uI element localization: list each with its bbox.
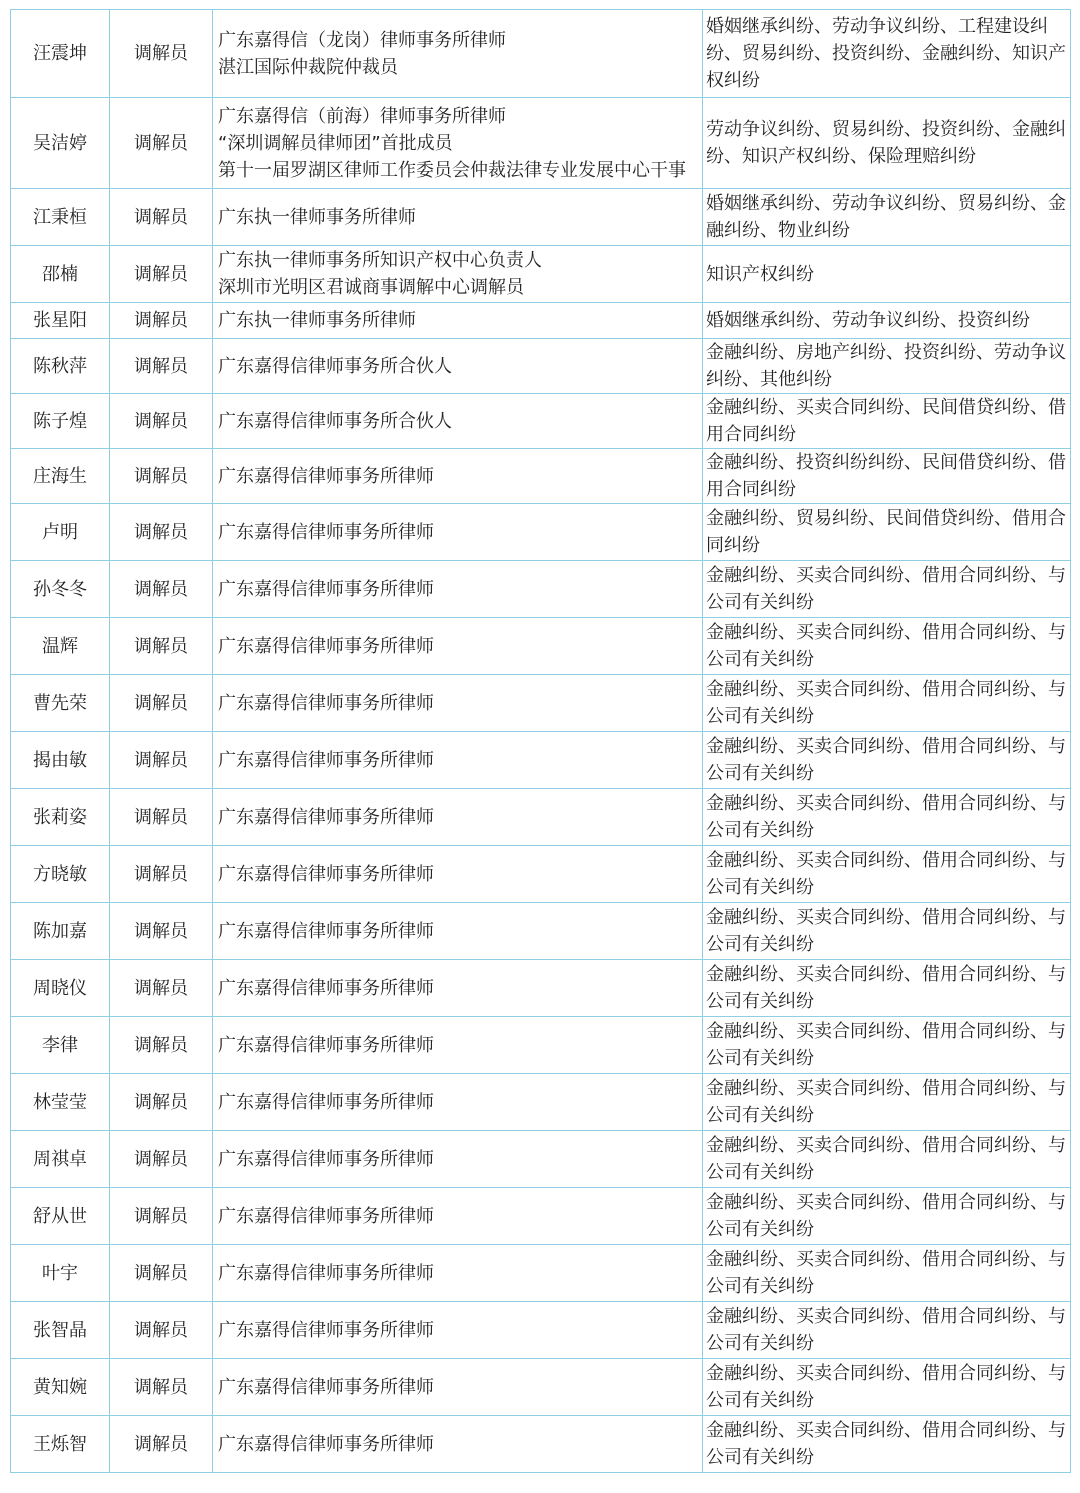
organization-line: 广东嘉得信律师事务所律师 bbox=[218, 806, 434, 828]
table-row bbox=[11, 618, 1071, 675]
mediator-organization-cell bbox=[213, 789, 703, 846]
mediator-organization-cell bbox=[213, 98, 703, 189]
mediator-specialty-cell: 金融纠纷、买卖合同纠纷、借用合同纠纷、与公司有关纠纷 bbox=[703, 960, 1071, 1017]
table-row bbox=[11, 1074, 1071, 1131]
mediator-specialty-cell: 金融纠纷、买卖合同纠纷、借用合同纠纷、与公司有关纠纷 bbox=[703, 1074, 1071, 1131]
mediator-specialty-cell: 知识产权纠纷 bbox=[703, 246, 1071, 303]
table-row bbox=[11, 189, 1071, 246]
organization-line: 广东嘉得信律师事务所合伙人 bbox=[218, 355, 452, 377]
mediator-role-cell: 调解员 bbox=[110, 1074, 213, 1131]
mediator-role-cell: 调解员 bbox=[110, 903, 213, 960]
mediator-role-cell: 调解员 bbox=[110, 394, 213, 449]
table-row bbox=[11, 846, 1071, 903]
mediator-specialty-cell: 金融纠纷、买卖合同纠纷、借用合同纠纷、与公司有关纠纷 bbox=[703, 789, 1071, 846]
mediator-organization-cell bbox=[213, 1188, 703, 1245]
mediator-name-cell: 叶宇 bbox=[11, 1245, 110, 1302]
mediator-role-cell: 调解员 bbox=[110, 339, 213, 394]
organization-line: 广东执一律师事务所律师 bbox=[218, 206, 416, 228]
organization-line: 广东嘉得信律师事务所律师 bbox=[218, 692, 434, 714]
mediator-organization-cell bbox=[213, 1017, 703, 1074]
organization-line: 广东嘉得信（龙岗）律师事务所律师 bbox=[218, 29, 506, 51]
mediator-organization-cell bbox=[213, 1302, 703, 1359]
mediator-organization-cell bbox=[213, 10, 703, 98]
mediator-role-cell: 调解员 bbox=[110, 1131, 213, 1188]
mediator-name-cell: 陈加嘉 bbox=[11, 903, 110, 960]
mediator-role-cell: 调解员 bbox=[110, 1302, 213, 1359]
mediator-role-cell: 调解员 bbox=[110, 1359, 213, 1416]
mediator-organization-cell bbox=[213, 675, 703, 732]
organization-line: 深圳市光明区君诚商事调解中心调解员 bbox=[218, 277, 524, 298]
table-row bbox=[11, 675, 1071, 732]
mediator-role-cell: 调解员 bbox=[110, 504, 213, 561]
organization-line: 广东嘉得信律师事务所律师 bbox=[218, 863, 434, 885]
table-row bbox=[11, 449, 1071, 504]
mediator-organization-cell bbox=[213, 394, 703, 449]
mediator-role-cell: 调解员 bbox=[110, 675, 213, 732]
mediator-name-cell: 舒从世 bbox=[11, 1188, 110, 1245]
table-row bbox=[11, 504, 1071, 561]
organization-line: 第十一届罗湖区律师工作委员会仲裁法律专业发展中心干事 bbox=[218, 159, 686, 181]
mediator-specialty-cell: 金融纠纷、买卖合同纠纷、借用合同纠纷、与公司有关纠纷 bbox=[703, 1245, 1071, 1302]
mediator-specialty-cell: 金融纠纷、买卖合同纠纷、借用合同纠纷、与公司有关纠纷 bbox=[703, 1017, 1071, 1074]
organization-line: 广东嘉得信律师事务所律师 bbox=[218, 920, 434, 942]
mediator-name-cell: 林莹莹 bbox=[11, 1074, 110, 1131]
mediator-organization-cell bbox=[213, 846, 703, 903]
table-row bbox=[11, 903, 1071, 960]
mediator-specialty-cell: 金融纠纷、买卖合同纠纷、借用合同纠纷、与公司有关纠纷 bbox=[703, 1131, 1071, 1188]
mediator-name-cell: 周祺卓 bbox=[11, 1131, 110, 1188]
table-row bbox=[11, 789, 1071, 846]
mediator-organization-cell bbox=[213, 303, 703, 339]
mediator-name-cell: 张智晶 bbox=[11, 1302, 110, 1359]
mediator-organization-cell bbox=[213, 1131, 703, 1188]
table-row bbox=[11, 10, 1071, 98]
table-row bbox=[11, 98, 1071, 189]
mediator-table bbox=[10, 9, 1071, 1473]
mediator-name-cell: 汪震坤 bbox=[11, 10, 110, 98]
mediator-specialty-cell: 婚姻继承纠纷、劳动争议纠纷、贸易纠纷、金融纠纷、物业纠纷 bbox=[703, 189, 1071, 246]
mediator-specialty-cell: 金融纠纷、买卖合同纠纷、借用合同纠纷、与公司有关纠纷 bbox=[703, 618, 1071, 675]
organization-line: 湛江国际仲裁院仲裁员 bbox=[218, 56, 398, 78]
organization-line: 广东嘉得信（前海）律师事务所律师 bbox=[218, 105, 506, 127]
mediator-role-cell: 调解员 bbox=[110, 960, 213, 1017]
organization-line: 广东嘉得信律师事务所律师 bbox=[218, 1205, 434, 1227]
mediator-specialty-cell: 金融纠纷、买卖合同纠纷、借用合同纠纷、与公司有关纠纷 bbox=[703, 1302, 1071, 1359]
table-row bbox=[11, 303, 1071, 339]
mediator-organization-cell bbox=[213, 732, 703, 789]
mediator-name-cell: 李律 bbox=[11, 1017, 110, 1074]
mediator-role-cell: 调解员 bbox=[110, 618, 213, 675]
mediator-name-cell: 邵楠 bbox=[11, 246, 110, 303]
mediator-specialty-cell: 劳动争议纠纷、贸易纠纷、投资纠纷、金融纠纷、知识产权纠纷、保险理赔纠纷 bbox=[703, 98, 1071, 189]
mediator-organization-cell bbox=[213, 960, 703, 1017]
mediator-organization-cell bbox=[213, 903, 703, 960]
table-row bbox=[11, 732, 1071, 789]
mediator-specialty-cell: 金融纠纷、买卖合同纠纷、借用合同纠纷、与公司有关纠纷 bbox=[703, 1188, 1071, 1245]
mediator-specialty-cell: 金融纠纷、买卖合同纠纷、借用合同纠纷、与公司有关纠纷 bbox=[703, 1416, 1071, 1473]
mediator-name-cell: 陈子煌 bbox=[11, 394, 110, 449]
mediator-name-cell: 王烁智 bbox=[11, 1416, 110, 1473]
table-row bbox=[11, 246, 1071, 303]
table-row bbox=[11, 561, 1071, 618]
mediator-specialty-cell: 金融纠纷、投资纠纷纠纷、民间借贷纠纷、借用合同纠纷 bbox=[703, 449, 1071, 504]
mediator-name-cell: 黄知婉 bbox=[11, 1359, 110, 1416]
mediator-role-cell: 调解员 bbox=[110, 1017, 213, 1074]
mediator-name-cell: 卢明 bbox=[11, 504, 110, 561]
organization-line: 广东嘉得信律师事务所律师 bbox=[218, 521, 434, 543]
mediator-name-cell: 周晓仪 bbox=[11, 960, 110, 1017]
mediator-name-cell: 吴洁婷 bbox=[11, 98, 110, 189]
mediator-role-cell: 调解员 bbox=[110, 1188, 213, 1245]
table-row bbox=[11, 1017, 1071, 1074]
mediator-role-cell: 调解员 bbox=[110, 1416, 213, 1473]
mediator-specialty-cell: 金融纠纷、买卖合同纠纷、借用合同纠纷、与公司有关纠纷 bbox=[703, 903, 1071, 960]
mediator-name-cell: 庄海生 bbox=[11, 449, 110, 504]
mediator-organization-cell bbox=[213, 1074, 703, 1131]
mediator-name-cell: 张星阳 bbox=[11, 303, 110, 339]
mediator-role-cell: 调解员 bbox=[110, 98, 213, 189]
table-row bbox=[11, 1245, 1071, 1302]
organization-line: 广东嘉得信律师事务所律师 bbox=[218, 977, 434, 999]
mediator-specialty-cell: 婚姻继承纠纷、劳动争议纠纷、投资纠纷 bbox=[703, 303, 1071, 339]
mediator-name-cell: 孙冬冬 bbox=[11, 561, 110, 618]
mediator-organization-cell bbox=[213, 449, 703, 504]
mediator-name-cell: 张莉姿 bbox=[11, 789, 110, 846]
organization-line: 广东嘉得信律师事务所律师 bbox=[218, 1319, 434, 1341]
organization-line: 广东嘉得信律师事务所律师 bbox=[218, 1376, 434, 1398]
table-row bbox=[11, 1416, 1071, 1473]
mediator-name-cell: 揭由敏 bbox=[11, 732, 110, 789]
mediator-specialty-cell: 金融纠纷、买卖合同纠纷、借用合同纠纷、与公司有关纠纷 bbox=[703, 732, 1071, 789]
organization-line: 广东嘉得信律师事务所合伙人 bbox=[218, 410, 452, 432]
organization-line: 广东嘉得信律师事务所律师 bbox=[218, 465, 434, 487]
mediator-specialty-cell: 金融纠纷、买卖合同纠纷、民间借贷纠纷、借用合同纠纷 bbox=[703, 394, 1071, 449]
mediator-specialty-cell: 金融纠纷、买卖合同纠纷、借用合同纠纷、与公司有关纠纷 bbox=[703, 561, 1071, 618]
organization-line: 广东嘉得信律师事务所律师 bbox=[218, 635, 434, 657]
table-row bbox=[11, 1359, 1071, 1416]
mediator-role-cell: 调解员 bbox=[110, 561, 213, 618]
organization-line: 广东执一律师事务所知识产权中心负责人 bbox=[218, 250, 542, 271]
mediator-role-cell: 调解员 bbox=[110, 732, 213, 789]
organization-line: 广东嘉得信律师事务所律师 bbox=[218, 1262, 434, 1284]
mediator-organization-cell bbox=[213, 1416, 703, 1473]
mediator-organization-cell bbox=[213, 1245, 703, 1302]
table-row bbox=[11, 960, 1071, 1017]
mediator-role-cell: 调解员 bbox=[110, 303, 213, 339]
organization-line: 广东嘉得信律师事务所律师 bbox=[218, 1034, 434, 1056]
mediator-name-cell: 陈秋萍 bbox=[11, 339, 110, 394]
table-row bbox=[11, 339, 1071, 394]
mediator-role-cell: 调解员 bbox=[110, 789, 213, 846]
organization-line: 广东嘉得信律师事务所律师 bbox=[218, 578, 434, 600]
organization-line: 广东嘉得信律师事务所律师 bbox=[218, 1433, 434, 1455]
table-row bbox=[11, 1302, 1071, 1359]
mediator-role-cell: 调解员 bbox=[110, 10, 213, 98]
organization-line: “深圳调解员律师团”首批成员 bbox=[218, 132, 453, 154]
mediator-specialty-cell: 金融纠纷、贸易纠纷、民间借贷纠纷、借用合同纠纷 bbox=[703, 504, 1071, 561]
mediator-specialty-cell: 婚姻继承纠纷、劳动争议纠纷、工程建设纠纷、贸易纠纷、投资纠纷、金融纠纷、知识产权纠纷 bbox=[703, 10, 1071, 98]
mediator-name-cell: 方晓敏 bbox=[11, 846, 110, 903]
mediator-organization-cell bbox=[213, 561, 703, 618]
mediator-specialty-cell: 金融纠纷、买卖合同纠纷、借用合同纠纷、与公司有关纠纷 bbox=[703, 1359, 1071, 1416]
organization-line: 广东执一律师事务所律师 bbox=[218, 310, 416, 331]
mediator-specialty-cell: 金融纠纷、买卖合同纠纷、借用合同纠纷、与公司有关纠纷 bbox=[703, 846, 1071, 903]
mediator-role-cell: 调解员 bbox=[110, 1245, 213, 1302]
mediator-organization-cell bbox=[213, 504, 703, 561]
table-row bbox=[11, 394, 1071, 449]
table-row bbox=[11, 1131, 1071, 1188]
mediator-name-cell: 曹先荣 bbox=[11, 675, 110, 732]
organization-line: 广东嘉得信律师事务所律师 bbox=[218, 749, 434, 771]
organization-line: 广东嘉得信律师事务所律师 bbox=[218, 1148, 434, 1170]
mediator-organization-cell bbox=[213, 1359, 703, 1416]
mediator-organization-cell bbox=[213, 246, 703, 303]
mediator-role-cell: 调解员 bbox=[110, 449, 213, 504]
mediator-table-body bbox=[11, 10, 1071, 1473]
mediator-role-cell: 调解员 bbox=[110, 189, 213, 246]
mediator-role-cell: 调解员 bbox=[110, 246, 213, 303]
organization-line: 广东嘉得信律师事务所律师 bbox=[218, 1091, 434, 1113]
table-row bbox=[11, 1188, 1071, 1245]
mediator-organization-cell bbox=[213, 339, 703, 394]
mediator-specialty-cell: 金融纠纷、房地产纠纷、投资纠纷、劳动争议纠纷、其他纠纷 bbox=[703, 339, 1071, 394]
mediator-organization-cell bbox=[213, 189, 703, 246]
mediator-specialty-cell: 金融纠纷、买卖合同纠纷、借用合同纠纷、与公司有关纠纷 bbox=[703, 675, 1071, 732]
mediator-role-cell: 调解员 bbox=[110, 846, 213, 903]
mediator-name-cell: 江秉桓 bbox=[11, 189, 110, 246]
mediator-organization-cell bbox=[213, 618, 703, 675]
mediator-name-cell: 温辉 bbox=[11, 618, 110, 675]
